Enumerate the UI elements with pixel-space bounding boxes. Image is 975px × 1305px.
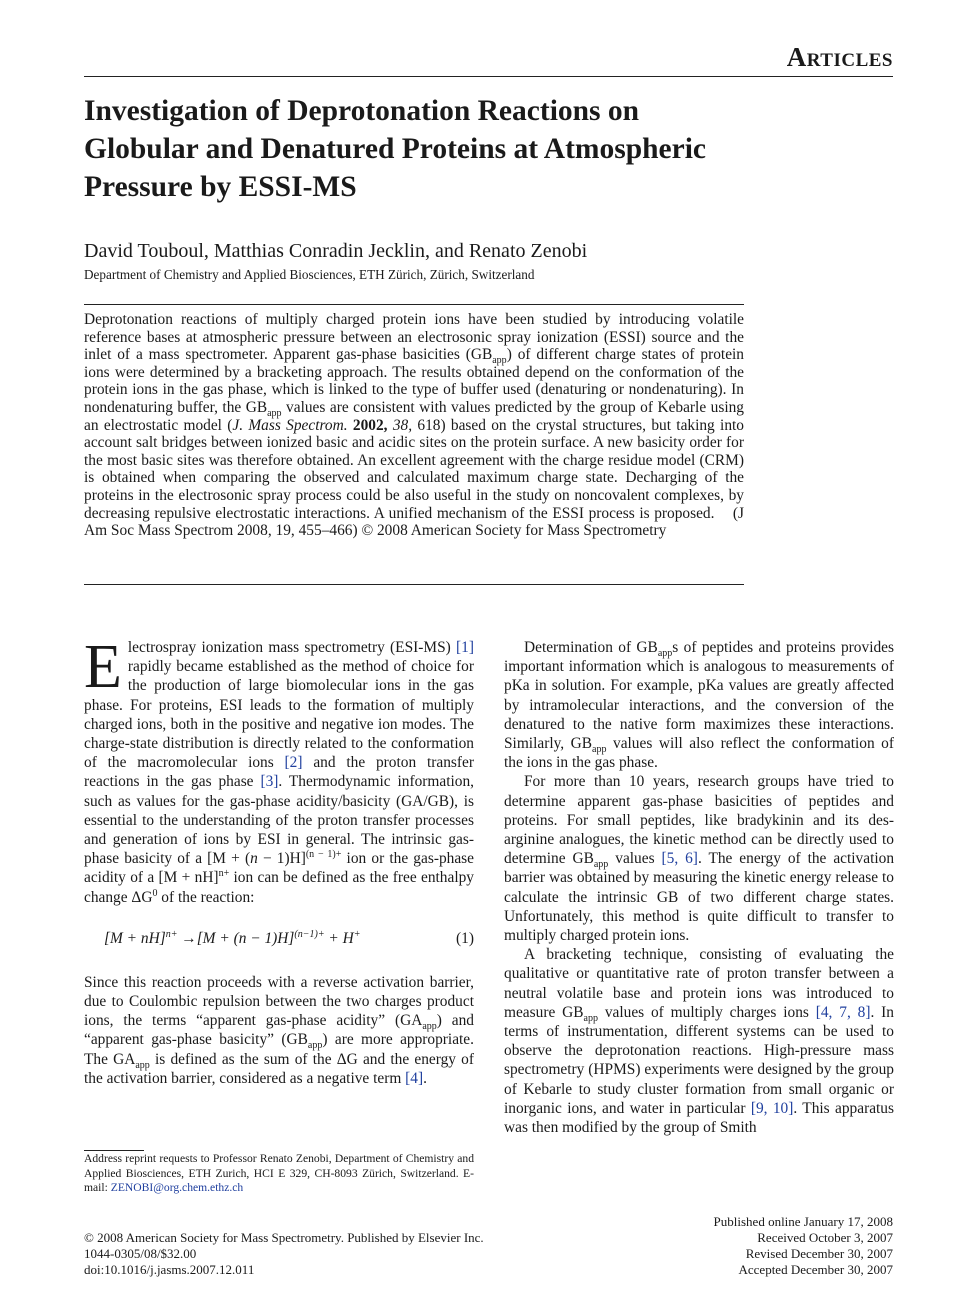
issn: 1044-0305/08/$32.00 bbox=[84, 1246, 197, 1261]
intro-paragraph-1: Electrospray ionization mass spectrometry (ESI-MS) [1] rapidly became established as the method of choice for the production of large biomolecular ions in the gas phase. For proteins, ESI leads to the formation of multiply charged ions, both in the positive and negative ion modes. The charge-state distribution is directly related to the conformation of the macromolecular ions [2] and the proton transfer reactions in the gas phase [3]. Thermodynamic information, such as values for the gas-phase acidity/basicity (GA/GB), is essential to the understanding of the proton transfer processes and generation of ions by ESI in general. The intrinsic gas-phase basicity of a $[M + (n - 1)H]^{(n - 1)+}$ ion or the gas-phase acidity of a [M + nH]$^{n+}$ ion can be defined as the free enthalpy change $\Delta G^0$ of the reaction: bbox=[84, 633, 475, 906]
right-column bbox=[504, 638, 894, 1137]
ref-1-link[interactable]: [1] bbox=[456, 639, 474, 656]
abstract-bottom-rule bbox=[84, 584, 744, 585]
ref-5-6-link[interactable]: [5, 6] bbox=[661, 850, 698, 868]
footer-right bbox=[714, 1214, 893, 1278]
left-column bbox=[84, 633, 475, 1088]
right-paragraph-3: A bracketing technique, consisting of evaluating the qualitative or quantitative rate of proton transfer between a neutral volatile base and protein ions was introduced to measure $GB_{app}$ values of multiply charges ions [4, 7, 8]. In terms of instrumentation, different systems can be used to observe the deprotonation reactions. High-pressure mass spectrometry (HPMS) experiments were designed by the group of Kebarle to study cluster formation from small organic or inorganic ions, and water in particular [9, 10]. This apparatus was then modified by the group of Smith bbox=[504, 946, 894, 1137]
published-online: Published online January 17, 2008 bbox=[713, 1214, 893, 1229]
authors: David Touboul, Matthias Conradin Jecklin, and Renato Zenobi bbox=[84, 240, 588, 262]
affiliation: Department of Chemistry and Applied Biosciences, ETH Zürich, Zürich, Switzerland bbox=[84, 267, 535, 282]
footnote-rule bbox=[84, 1150, 144, 1151]
ref-3-link[interactable]: [3] bbox=[260, 773, 279, 791]
ref-9-10-link[interactable]: [9, 10] bbox=[750, 1099, 794, 1117]
equation-number: (1) bbox=[456, 929, 474, 947]
abstract-citation: (J Am Soc Mass Spectrom 2008, 19, 455–466) © 2008 American Society for Mass Spectrometry bbox=[84, 504, 744, 540]
ref-2-link[interactable]: [2] bbox=[284, 754, 303, 772]
ref-4-link[interactable]: [4] bbox=[405, 1069, 424, 1087]
accepted-date: Accepted December 30, 2007 bbox=[738, 1262, 893, 1277]
ref-4-7-8-link[interactable]: [4, 7, 8] bbox=[815, 1003, 871, 1021]
header-rule bbox=[84, 76, 893, 77]
article-title: Investigation of Deprotonation Reactions on Globular and Denatured Proteins at Atmospheric Pressure by ESSI-MS bbox=[84, 95, 706, 203]
section-label: Articles bbox=[786, 42, 893, 72]
abstract-top-rule bbox=[84, 304, 744, 305]
footnote: Address reprint requests to Professor Renato Zenobi, Department of Chemistry and Applied Biosciences, ETH Zurich, HCI E 329, CH-8093 Zürich, Switzerland. E-mail: ZENOBI@org.chem.ethz.ch bbox=[84, 1152, 474, 1195]
right-paragraph-1: Determination of $GB_{app}s$ of peptides and proteins provides important information which is analogous to measurements of pKa in solution. For example, pKa values are greatly affected by intramolecular interactions, and the conversion of the denatured to the native form maximizes these interactions. Similarly, $GB_{app}$ values will also reflect the conformation of the ions in the gas phase. bbox=[504, 639, 894, 772]
email-link[interactable]: ZENOBI@org.chem.ethz.ch bbox=[110, 1181, 244, 1195]
right-paragraph-2: For more than 10 years, research groups have tried to determine apparent gas-phase basicities of peptides and proteins. For small peptides, like bradykinin and its des-arginine analogues, the kinetic method can be directly used to determine $GB_{app}$ values [5, 6]. The energy of the activation barrier was obtained by measuring the kinetic energy release to calculate the intrinsic GB of two different charge states. Unfortunately, this method is quite difficult to transfer to multiply charged protein ions. bbox=[504, 773, 895, 945]
intro-paragraph-2: Since this reaction proceeds with a reverse activation barrier, due to Coulombic repulsion between the two charges product ions, the terms “apparent gas-phase acidity” $(GA_{app})$ and “apparent gas-phase basicity” $(GB_{app})$ are more appropriate. The $GA_{app}$ is defined as the sum of the ΔG and the energy of the activation barrier, considered as a negative term [4]. bbox=[84, 973, 474, 1087]
dropcap: E bbox=[84, 633, 122, 701]
received-date: Received October 3, 2007 bbox=[757, 1230, 893, 1245]
footer-left bbox=[84, 1230, 484, 1278]
equation-1: $[M + nH]^{n+} \to[M + (n - 1)H]^{(n-1)+} + H^+$ (1) bbox=[104, 928, 474, 947]
copyright: © 2008 American Society for Mass Spectrometry. Published by Elsevier Inc. bbox=[84, 1230, 484, 1245]
abstract: Deprotonation reactions of multiply charged protein ions have been studied by introducing volatile reference bases at atmospheric pressure between an electrosonic spray ionization (ESSI) source and the inlet of a mass spectrometer. Apparent gas-phase basicities $(GB_{app})$ of different charge states of protein ions were determined by a bracketing approach. The results obtained depend on the conformation of the protein ions in the gas phase, which is linked to the type of buffer used (denaturing or nondenaturing). In nondenaturing buffer, the $GB_{app}$ values are consistent with values predicted by the group of Kebarle using an electrostatic model (J. Mass Spectrom. 2002, 38, 618) based on the crystal structures, but taking into account salt bridges between ionized basic and acidic sites on the protein surface. A new basicity order for the most basic sites was therefore obtained. An excellent agreement with the charge residue model (CRM) is obtained when comparing the observed and calculated maximum charge state. Decharging of the proteins in the electrosonic spray process could be also useful in the study on noncovalent complexes, by decreasing repulsive electrostatic interactions. A unified mechanism of the ESSI process is proposed. (J Am Soc Mass Spectrom 2008, 19, 455–466) © 2008 American Society for Mass Spectrometry bbox=[84, 311, 744, 540]
doi: doi:10.1016/j.jasms.2007.12.011 bbox=[84, 1262, 255, 1277]
revised-date: Revised December 30, 2007 bbox=[745, 1246, 893, 1261]
